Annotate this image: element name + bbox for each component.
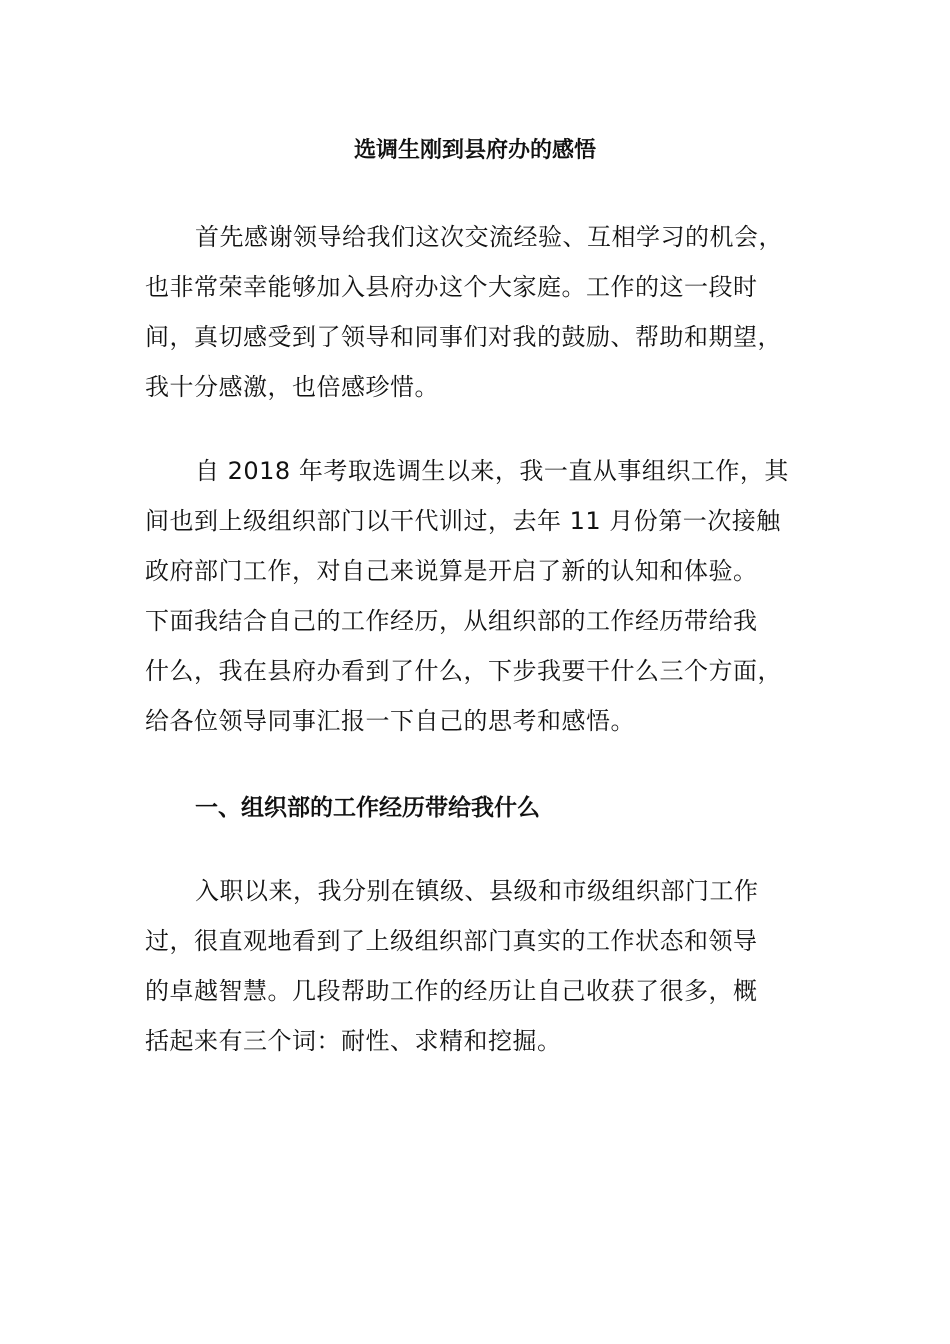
- paragraph-line: 过，很直观地看到了上级组织部门真实的工作状态和领导: [145, 927, 758, 955]
- paragraph-line: 首先感谢领导给我们这次交流经验、互相学习的机会，: [195, 223, 783, 251]
- paragraph-section-one: [145, 866, 810, 1066]
- paragraph-line: 的卓越智慧。几段帮助工作的经历让自己收获了很多，概: [145, 977, 758, 1005]
- paragraph-line: 自 2018 年考取选调生以来，我一直从事组织工作，其: [195, 457, 789, 485]
- paragraph-line: 下面我结合自己的工作经历，从组织部的工作经历带给我: [145, 607, 758, 635]
- document-title: 选调生刚到县府办的感悟: [353, 138, 596, 163]
- paragraph-line: 间也到上级组织部门以干代训过，去年 11 月份第一次接触: [145, 507, 781, 535]
- paragraph-line: 括起来有三个词：耐性、求精和挖掘。: [145, 1027, 562, 1055]
- paragraph-line: 政府部门工作，对自己来说算是开启了新的认知和体验。: [145, 557, 758, 585]
- paragraph-line: 间，真切感受到了领导和同事们对我的鼓励、帮助和期望，: [145, 323, 782, 351]
- paragraph-background: [145, 446, 810, 746]
- paragraph-line: 什么，我在县府办看到了什么，下步我要干什么三个方面，: [145, 657, 782, 685]
- section-heading: 一、组织部的工作经历带给我什么: [195, 795, 540, 821]
- paragraph-line: 也非常荣幸能够加入县府办这个大家庭。工作的这一段时: [145, 273, 758, 301]
- paragraph-line: 入职以来，我分别在镇级、县级和市级组织部门工作: [195, 877, 759, 905]
- paragraph-intro: [145, 212, 810, 412]
- paragraph-line: 给各位领导同事汇报一下自己的思考和感悟。: [145, 707, 635, 735]
- paragraph-line: 我十分感激，也倍感珍惜。: [145, 373, 439, 401]
